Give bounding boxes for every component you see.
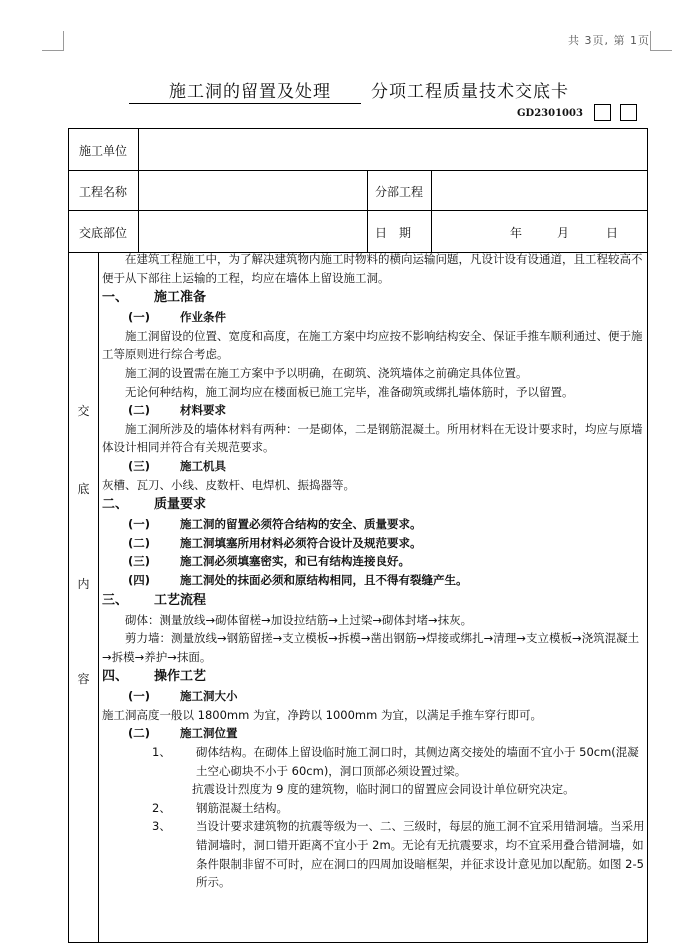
numbered-item: 1、 砌体结构。在砌体上留设临时施工洞口时，其侧边离交接处的墙面不宜小于 50cm(混凝土空心砌块不小于 60cm)，洞口顶部必须设置过梁。	[152, 745, 639, 778]
subproject-label: 分部工程	[375, 185, 424, 199]
page-indicator: 共 3页, 第 1页	[568, 34, 650, 47]
date-month-label: 月	[557, 226, 570, 240]
project-label: 工程名称	[79, 185, 128, 199]
subsection-heading: (二) 材料要求	[128, 403, 226, 418]
col-divider	[367, 170, 368, 252]
numbered-item: 3、 当设计要求建筑物的抗震等级为一、二、三级时，每层的施工洞不宜采用错洞墙。当采用错洞墙时，洞口错开距离不宜小于 2m。无论有无抗震要求，均不宜采用叠合错洞墙，如条件限制非留不可时，应在洞口的四周加设暗框架，并征求设计意见加以配筋。如图 2-5 所示。	[152, 819, 645, 890]
title-suffix: 分项工程质量技术交底卡	[371, 82, 569, 102]
document-title	[0, 77, 698, 104]
quality-item: (一) 施工洞的留置必须符合结构的安全、质量要求。	[128, 517, 422, 532]
document-code: GD2301003	[517, 108, 583, 119]
paragraph: 施工洞的设置需在施工方案中予以明确，在砌筑、浇筑墙体之前确定具体位置。	[125, 365, 528, 380]
paragraph: 无论何种结构，施工洞均应在楼面板已施工完毕，准备砌筑或绑扎墙体筋时，予以留置。	[125, 384, 574, 399]
date-year-label: 年	[510, 226, 523, 240]
location-label: 交底部位	[79, 226, 128, 240]
form-table	[68, 128, 648, 943]
section-heading: 二、 质量要求	[102, 497, 207, 513]
quality-item: (四) 施工洞处的抹面必须和原结构相同，且不得有裂缝产生。	[128, 572, 468, 587]
col-divider	[98, 252, 99, 942]
side-label-content	[69, 252, 98, 765]
crop-mark-top-right	[650, 31, 672, 51]
subsection-heading: (一) 作业条件	[128, 310, 226, 325]
crop-mark-top-left	[42, 31, 64, 51]
unit-field[interactable]	[139, 130, 647, 169]
date-day-label: 日	[606, 226, 619, 240]
paragraph: 施工洞高度一般以 1800mm 为宜，净跨以 1000mm 为宜，以满足手推车穿行即可。	[102, 707, 542, 722]
paragraph: 灰槽、瓦刀、小线、皮数杆、电焊机、振捣器等。	[102, 477, 355, 492]
date-label: 日 期	[375, 226, 412, 240]
checkbox-2[interactable]	[620, 104, 637, 121]
subproject-field[interactable]	[432, 171, 647, 209]
side-char: 内	[77, 577, 90, 591]
subsection-heading: (一) 施工洞大小	[128, 689, 238, 704]
intro-paragraph: 在建筑工程施工中，为了解决建筑物内施工时物料的横向运输问题，凡设计设有设通道，且工程较高不便于从下部往上运输的工程，均应在墙体上留设施工洞。	[102, 252, 643, 285]
quality-item: (三) 施工洞必须填塞密实，和已有结构连接良好。	[128, 554, 410, 569]
section-heading: 一、 施工准备	[102, 290, 207, 306]
unit-label: 施工单位	[79, 144, 128, 158]
paragraph: 施工洞留设的位置、宽度和高度，在施工方案中均应按不影响结构安全、保证手推车顺利通过、便于施工等原则进行综合考虑。	[102, 328, 643, 362]
section-heading: 四、 操作工艺	[102, 669, 207, 685]
numbered-item: 2、 钢筋混凝土结构。	[152, 800, 288, 815]
side-char: 底	[77, 482, 90, 496]
section-heading: 三、 工艺流程	[102, 592, 207, 608]
paragraph: 施工洞所涉及的墙体材料有两种：一是砌体，二是钢筋混凝土。所用材料在无设计要求时，均应与原墙体设计相同并符合有关规范要求。	[102, 421, 643, 455]
checkbox-1[interactable]	[594, 104, 611, 121]
paragraph: 剪力墙：测量放线→钢筋留搓→支立模板→拆模→凿出钢筋→焊接或绑扎→清理→支立模板→浇筑混凝土→拆模→养护→抹面。	[102, 631, 640, 664]
quality-item: (二) 施工洞填塞所用材料必须符合设计及规范要求。	[128, 535, 422, 550]
paragraph: 砌体：测量放线→砌体留槎→加设拉结筋→上过梁→砌体封堵→抹灰。	[125, 612, 473, 627]
title-topic: 施工洞的留置及处理	[129, 77, 361, 104]
subsection-heading: (三) 施工机具	[128, 458, 226, 473]
content-body	[102, 250, 647, 892]
subsection-heading: (二) 施工洞位置	[128, 726, 238, 741]
project-field[interactable]	[139, 171, 366, 209]
numbered-item-continuation: 抗震设计烈度为 9 度的建筑物，临时洞口的留置应会同设计单位研究决定。	[192, 782, 575, 797]
side-char: 交	[77, 404, 90, 418]
location-field[interactable]	[139, 211, 366, 251]
side-char: 容	[77, 672, 90, 686]
